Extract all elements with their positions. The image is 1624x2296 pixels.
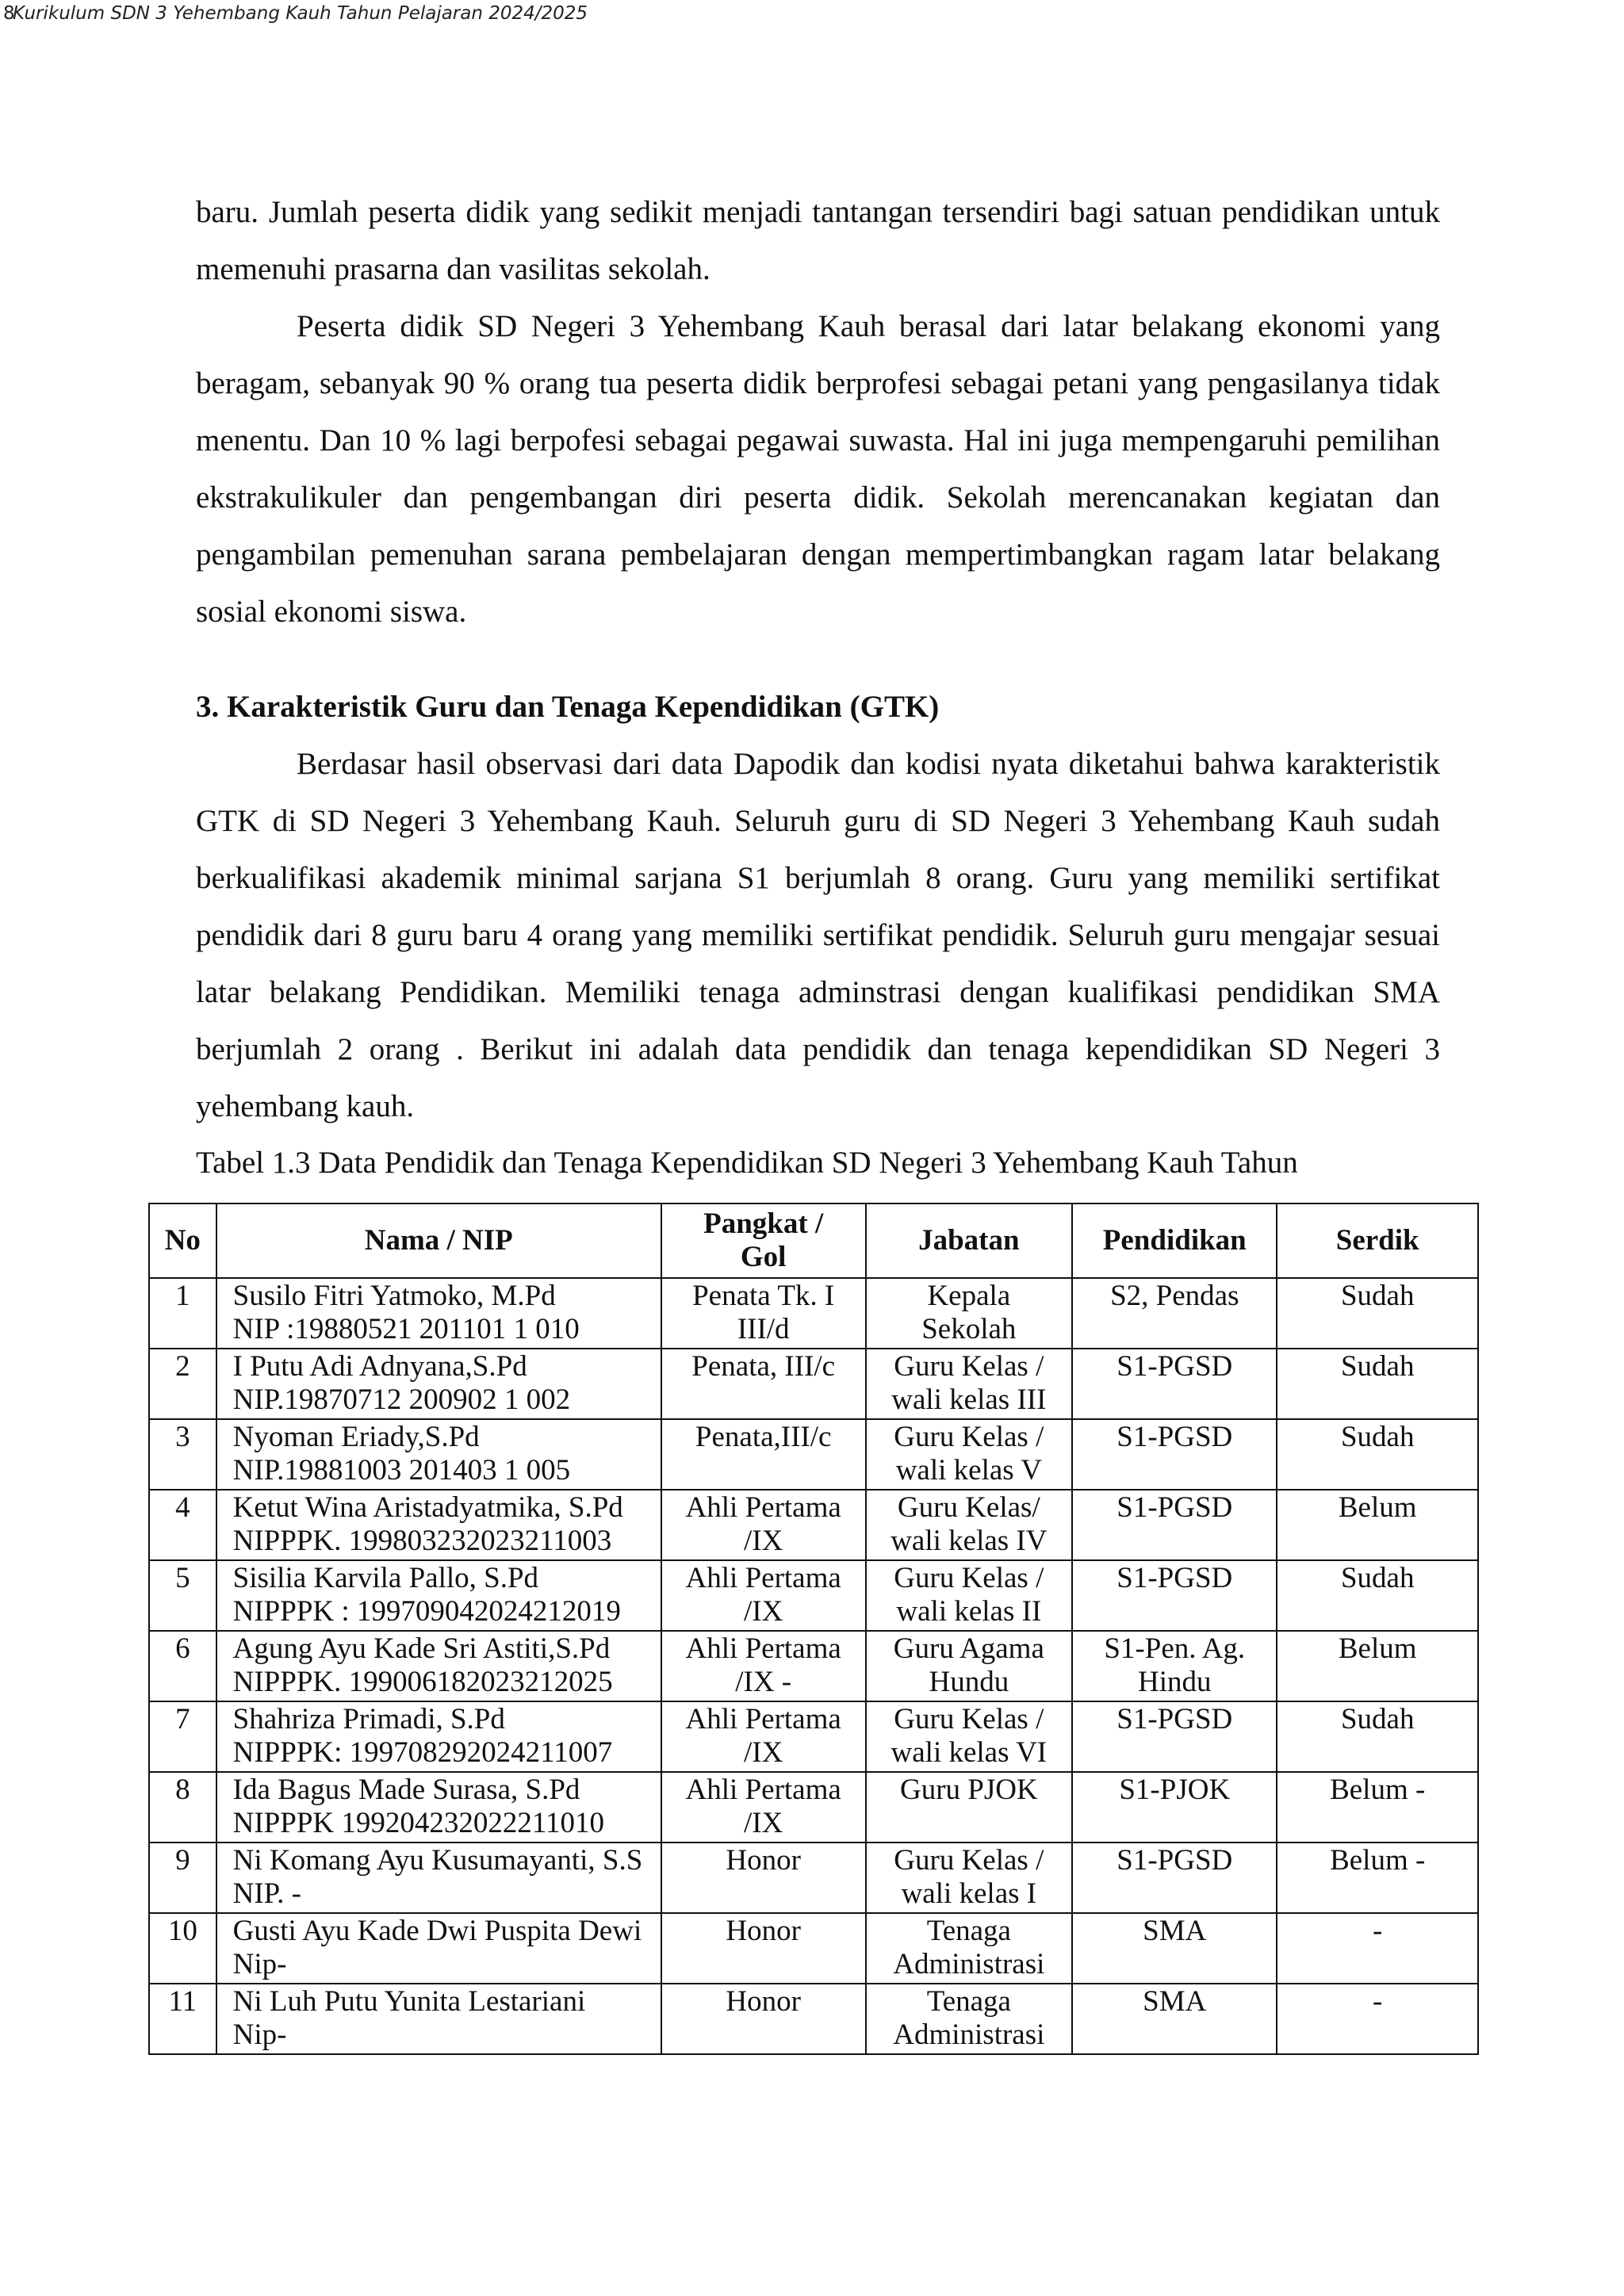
teacher-nip: NIP.19881003 201403 1 005 [232, 1454, 571, 1487]
section-heading: 3. Karakteristik Guru dan Tenaga Kependidikan (GTK) [196, 690, 940, 724]
teacher-name: Sisilia Karvila Pallo, S.Pd [232, 1562, 539, 1594]
cell-nama-nip [216, 1913, 661, 1984]
teacher-name: Nyoman Eriady,S.Pd [232, 1421, 480, 1453]
cell-nama-nip [216, 1631, 661, 1701]
cell-pendidikan: SMA [1072, 1984, 1277, 2054]
cell-no: 2 [149, 1349, 216, 1419]
cell-pangkat: Ahli Pertama /IX [661, 1560, 866, 1631]
cell-serdik: Sudah [1277, 1560, 1478, 1631]
cell-pendidikan: S1-PGSD [1072, 1560, 1277, 1631]
table-row [149, 1772, 1478, 1843]
paragraph-gtk: Berdasar hasil observasi dari data Dapodik dan kodisi nyata diketahui bahwa karakteristik GTK di SD Negeri 3 Yehembang Kauh. Seluruh guru di SD Negeri 3 Yehembang Kauh sudah berkualifikasi akademik minimal sarjana S1 berjumlah 8 orang. Guru yang memiliki sertifikat pendidik dari 8 guru baru 4 orang yang memiliki sertifikat pendidik. Seluruh guru mengajar sesuai latar belakang Pendidikan. Memiliki tenaga adminstrasi dengan kualifikasi pendidikan SMA berjumlah 2 orang . Berikut ini adalah data pendidik dan tenaga kependidikan SD Negeri 3 yehembang kauh. [196, 747, 1440, 1123]
cell-serdik: Belum - [1277, 1843, 1478, 1913]
table-body [149, 1278, 1478, 2054]
cell-pendidikan: S1-PGSD [1072, 1349, 1277, 1419]
header-pangkat: Pangkat / Gol [661, 1203, 866, 1278]
intro-text-block [196, 184, 1440, 641]
teacher-name: Ketut Wina Aristadyatmika, S.Pd [232, 1491, 623, 1524]
cell-pangkat: Penata, III/c [661, 1349, 866, 1419]
cell-nama-nip [216, 1419, 661, 1490]
table-row [149, 1913, 1478, 1984]
cell-no: 10 [149, 1913, 216, 1984]
cell-no: 9 [149, 1843, 216, 1913]
table-row [149, 1701, 1478, 1772]
cell-pendidikan: S1-Pen. Ag. Hindu [1072, 1631, 1277, 1701]
cell-no: 7 [149, 1701, 216, 1772]
cell-serdik: Sudah [1277, 1278, 1478, 1349]
cell-pendidikan: S1-PGSD [1072, 1701, 1277, 1772]
cell-nama-nip [216, 1701, 661, 1772]
teacher-name: I Putu Adi Adnyana,S.Pd [232, 1350, 527, 1383]
cell-pangkat: Ahli Pertama /IX [661, 1772, 866, 1843]
cell-pendidikan: SMA [1072, 1913, 1277, 1984]
cell-pendidikan: S1-PGSD [1072, 1843, 1277, 1913]
cell-jabatan: Guru Kelas/ wali kelas IV [866, 1490, 1073, 1560]
table-row [149, 1490, 1478, 1560]
teacher-nip: NIPPPK. 199803232023211003 [232, 1525, 612, 1557]
cell-pangkat: Penata,III/c [661, 1419, 866, 1490]
cell-pendidikan: S1-PGSD [1072, 1490, 1277, 1560]
teacher-nip: Nip- [232, 2019, 287, 2051]
table-row [149, 1419, 1478, 1490]
teacher-nip: NIPPPK: 199708292024211007 [232, 1736, 613, 1769]
table-caption: Tabel 1.3 Data Pendidik dan Tenaga Kependidikan SD Negeri 3 Yehembang Kauh Tahun [196, 1146, 1298, 1180]
header-serdik: Serdik [1277, 1203, 1478, 1278]
cell-jabatan: Guru Kelas / wali kelas I [866, 1843, 1073, 1913]
cell-nama-nip [216, 1278, 661, 1349]
page-number: 8 [3, 3, 15, 24]
cell-no: 4 [149, 1490, 216, 1560]
teacher-nip: NIPPPK : 199709042024212019 [232, 1595, 621, 1628]
cell-pangkat: Ahli Pertama /IX [661, 1701, 866, 1772]
cell-serdik: Sudah [1277, 1419, 1478, 1490]
cell-jabatan: Guru Kelas / wali kelas VI [866, 1701, 1073, 1772]
cell-jabatan: Guru Kelas / wali kelas V [866, 1419, 1073, 1490]
teacher-name: Susilo Fitri Yatmoko, M.Pd [232, 1280, 556, 1312]
running-header [3, 3, 588, 24]
paragraph-economic-background: Peserta didik SD Negeri 3 Yehembang Kauh berasal dari latar belakang ekonomi yang beragam, sebanyak 90 % orang tua peserta didik berprofesi sebagai petani yang pengasilanya tidak menentu. Dan 10 % lagi berpofesi sebagai pegawai suwasta. Hal ini juga mempengaruhi pemilihan ekstrakulikuler dan pengembangan diri peserta didik. Sekolah merencanakan kegiatan dan pengambilan pemenuhan sarana pembelajaran dengan mempertimbangkan ragam latar belakang sosial ekonomi siswa. [196, 309, 1440, 629]
cell-pangkat: Honor [661, 1843, 866, 1913]
cell-pangkat: Ahli Pertama /IX - [661, 1631, 866, 1701]
table-row [149, 1631, 1478, 1701]
table-header-row [149, 1203, 1478, 1278]
teacher-nip: NIP :19880521 201101 1 010 [232, 1313, 580, 1345]
cell-nama-nip [216, 1490, 661, 1560]
cell-jabatan: Tenaga Administrasi [866, 1913, 1073, 1984]
teacher-name: Ida Bagus Made Surasa, S.Pd [232, 1774, 580, 1806]
cell-jabatan: Guru Agama Hundu [866, 1631, 1073, 1701]
teacher-nip: Nip- [232, 1948, 287, 1980]
cell-no: 8 [149, 1772, 216, 1843]
cell-jabatan: Kepala Sekolah [866, 1278, 1073, 1349]
cell-no: 11 [149, 1984, 216, 2054]
cell-serdik: - [1277, 1984, 1478, 2054]
cell-serdik: - [1277, 1913, 1478, 1984]
cell-serdik: Sudah [1277, 1349, 1478, 1419]
cell-nama-nip [216, 1843, 661, 1913]
header-nama: Nama / NIP [216, 1203, 661, 1278]
table-row [149, 1560, 1478, 1631]
table-row [149, 1984, 1478, 2054]
header-title: Kurikulum SDN 3 Yehembang Kauh Tahun Pelajaran 2024/2025 [13, 3, 588, 24]
cell-pangkat: Ahli Pertama /IX [661, 1490, 866, 1560]
table-row [149, 1843, 1478, 1913]
cell-serdik: Belum [1277, 1631, 1478, 1701]
table-row [149, 1349, 1478, 1419]
cell-pendidikan: S2, Pendas [1072, 1278, 1277, 1349]
cell-serdik: Belum [1277, 1490, 1478, 1560]
cell-serdik: Sudah [1277, 1701, 1478, 1772]
cell-pendidikan: S1-PJOK [1072, 1772, 1277, 1843]
cell-pendidikan: S1-PGSD [1072, 1419, 1277, 1490]
cell-serdik: Belum - [1277, 1772, 1478, 1843]
cell-nama-nip [216, 1560, 661, 1631]
teacher-nip: NIP.19870712 200902 1 002 [232, 1383, 571, 1416]
table-row [149, 1278, 1478, 1349]
paragraph-continuation: baru. Jumlah peserta didik yang sedikit menjadi tantangan tersendiri bagi satuan pendidikan untuk memenuhi prasarna dan vasilitas sekolah. [196, 195, 1440, 286]
cell-no: 3 [149, 1419, 216, 1490]
cell-nama-nip [216, 1984, 661, 2054]
header-no: No [149, 1203, 216, 1278]
cell-nama-nip [216, 1772, 661, 1843]
cell-no: 6 [149, 1631, 216, 1701]
teacher-name: Ni Luh Putu Yunita Lestariani [232, 1985, 586, 2018]
cell-jabatan: Guru PJOK [866, 1772, 1073, 1843]
cell-no: 1 [149, 1278, 216, 1349]
cell-jabatan: Guru Kelas / wali kelas II [866, 1560, 1073, 1631]
teacher-name: Gusti Ayu Kade Dwi Puspita Dewi [232, 1915, 642, 1947]
teacher-nip: NIPPPK. 199006182023212025 [232, 1666, 613, 1698]
teacher-nip: NIP. - [232, 1877, 301, 1910]
teacher-name: Ni Komang Ayu Kusumayanti, S.S [232, 1844, 643, 1877]
cell-pangkat: Penata Tk. I III/d [661, 1278, 866, 1349]
gtk-table [148, 1203, 1479, 2055]
teacher-nip: NIPPPK 199204232022211010 [232, 1807, 604, 1839]
header-pendidikan: Pendidikan [1072, 1203, 1277, 1278]
cell-no: 5 [149, 1560, 216, 1631]
cell-jabatan: Tenaga Administrasi [866, 1984, 1073, 2054]
teacher-name: Agung Ayu Kade Sri Astiti,S.Pd [232, 1632, 611, 1665]
cell-nama-nip [216, 1349, 661, 1419]
cell-pangkat: Honor [661, 1984, 866, 2054]
header-jabatan: Jabatan [866, 1203, 1073, 1278]
gtk-text-block [196, 736, 1440, 1135]
teacher-name: Shahriza Primadi, S.Pd [232, 1703, 505, 1735]
cell-pangkat: Honor [661, 1913, 866, 1984]
cell-jabatan: Guru Kelas / wali kelas III [866, 1349, 1073, 1419]
